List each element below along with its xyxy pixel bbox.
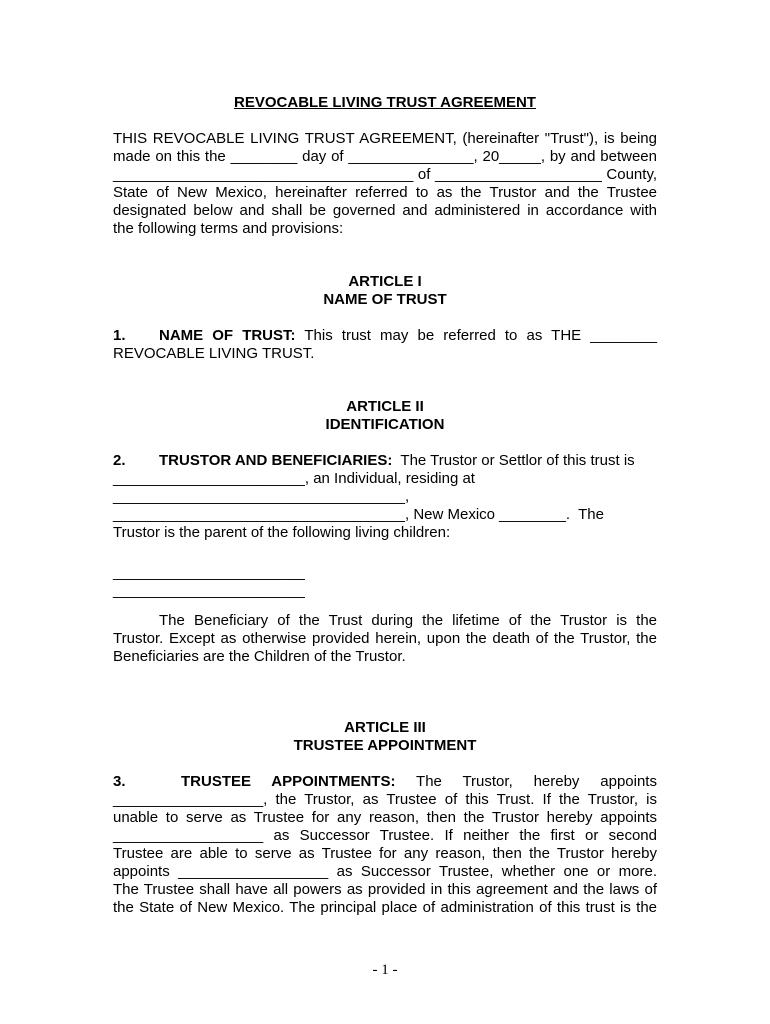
- intro-line-6: the following terms and provisions:: [113, 220, 344, 237]
- section-3-line-5: Trustee are able to serve as Trustee for any reason, then the Trustor hereby: [113, 845, 657, 862]
- article-2-subheading: IDENTIFICATION: [325, 416, 445, 433]
- section-2-line-2: _______________________, an Individual, residing at: [113, 470, 475, 487]
- intro-line-4: State of New Mexico, hereinafter referred to as the Trustor and the Trustee: [113, 184, 657, 201]
- section-3-line-6: appoints __________________ as Successor Trustee, whether one or more.: [113, 863, 657, 880]
- child-blank-line-2: _______________________: [113, 582, 305, 599]
- document-title: REVOCABLE LIVING TRUST AGREEMENT: [234, 94, 536, 111]
- section-3-line-1: [113, 773, 657, 791]
- beneficiary-text-1: The Beneficiary of the Trust during the lifetime of the Trustor is the: [159, 612, 657, 629]
- section-2-label: TRUSTOR AND BENEFICIARIES:: [159, 452, 393, 469]
- page-number: - 1 -: [372, 962, 398, 978]
- intro-line-3: ____________________________________ of ____________________ County,: [113, 166, 657, 183]
- article-2-heading: ARTICLE II: [346, 398, 424, 415]
- section-3-line-3: unable to serve as Trustee for any reason, then the Trustor hereby appoints: [113, 809, 657, 826]
- beneficiary-line-3: Beneficiaries are the Children of the Trustor.: [113, 648, 406, 665]
- section-3-line-7: The Trustee shall have all powers as provided in this agreement and the laws of: [113, 881, 657, 898]
- intro-line-1: THIS REVOCABLE LIVING TRUST AGREEMENT, (hereinafter "Trust"), is being: [113, 130, 657, 147]
- section-2-line-5: Trustor is the parent of the following living children:: [113, 524, 451, 541]
- section-2-number: 2.: [113, 452, 126, 469]
- beneficiary-line-1: [113, 612, 657, 630]
- section-1-text-1: This trust may be referred to as THE ________: [295, 327, 658, 344]
- section-3-line-2: __________________, the Trustor, as Trustee of this Trust. If the Trustor, is: [113, 791, 657, 808]
- section-2-line-3: ___________________________________,: [113, 488, 410, 505]
- article-1-heading: ARTICLE I: [348, 273, 422, 290]
- article-1-subheading: NAME OF TRUST: [323, 291, 447, 308]
- section-1-line-2: REVOCABLE LIVING TRUST.: [113, 345, 315, 362]
- section-3-line-4: __________________ as Successor Trustee. If neither the first or second: [113, 827, 657, 844]
- article-3-heading: ARTICLE III: [344, 719, 426, 736]
- section-1-label: NAME OF TRUST:: [159, 327, 296, 344]
- section-3-label: TRUSTEE APPOINTMENTS:: [181, 773, 396, 790]
- section-3-line-8: the State of New Mexico. The principal place of administration of this trust is the: [113, 899, 657, 916]
- section-2-text-1: The Trustor or Settlor of this trust is: [392, 452, 635, 469]
- section-3-text-1: The Trustor, hereby appoints: [416, 773, 657, 790]
- section-3-number: 3.: [113, 773, 126, 790]
- article-3-subheading: TRUSTEE APPOINTMENT: [293, 737, 477, 754]
- section-1-number: 1.: [113, 327, 126, 344]
- child-blank-line-1: _______________________: [113, 564, 305, 581]
- intro-line-5: designated below and shall be governed and administered in accordance with: [113, 202, 657, 219]
- section-1-line-1: [113, 327, 657, 345]
- section-2-line-1: [113, 452, 657, 470]
- beneficiary-line-2: Trustor. Except as otherwise provided herein, upon the death of the Trustor, the: [113, 630, 657, 647]
- section-2-line-4: ___________________________________, New Mexico ________. The: [113, 506, 604, 523]
- intro-line-2: made on this the ________ day of _______________, 20_____, by and between: [113, 148, 657, 165]
